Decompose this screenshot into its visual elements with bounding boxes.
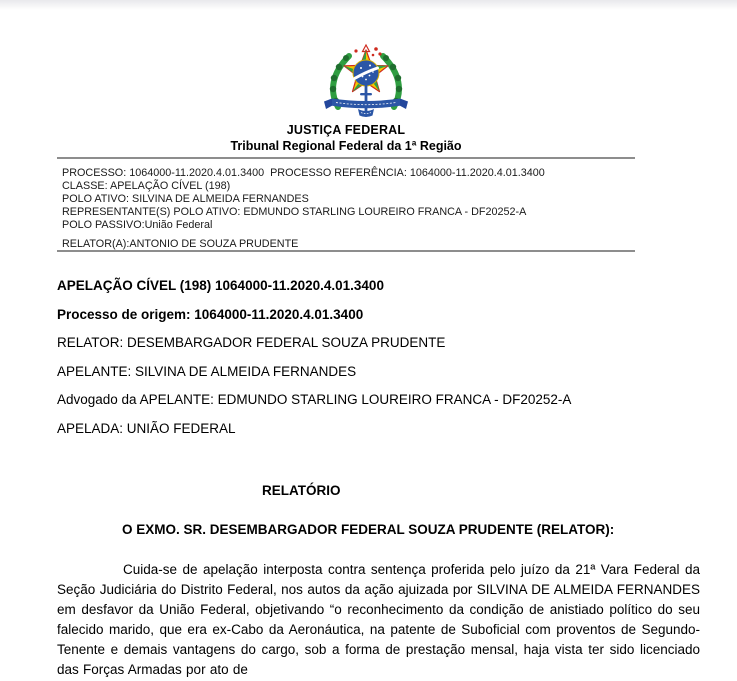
apelada-line: APELADA: UNIÃO FEDERAL — [57, 420, 236, 436]
polo-ativo-line: POLO ATIVO: SILVINA DE ALMEIDA FERNANDES — [62, 192, 309, 205]
divider-bottom — [57, 250, 635, 252]
relator-info: RELATOR: DESEMBARGADOR FEDERAL SOUZA PRUDENTE — [57, 335, 446, 350]
apelante-line: APELANTE: SILVINA DE ALMEIDA FERNANDES — [57, 363, 357, 379]
report-paragraph: Cuida-se de apelação interposta contra sentença proferida pelo juízo da 21ª Vara Federal da Seção Judiciária do Distrito Federal, nos autos da ação ajuizada por SILVINA DE ALMEIDA FERNANDES em desfavor da União Federal, objetivando “o reconhecimento da condição de anistiado político do seu falecido marido, que era ex-Cabo da Aeronáutica, na patente de Suboficial com proventos de Segundo-Tenente e demais vantagens do cargo, sob a forma de prestação mensal, haja vista ter sido licenciado das Forças Armadas por ato de — [57, 562, 700, 677]
page-top-shadow — [0, 0, 737, 10]
polo-passivo-line: POLO PASSIVO:União Federal — [62, 218, 213, 231]
relator-line: RELATOR(A):ANTONIO DE SOUZA PRUDENTE — [62, 237, 299, 250]
classe-line: CLASSE: APELAÇÃO CÍVEL (198) — [62, 179, 231, 192]
processo-line: PROCESSO: 1064000-11.2020.4.01.3400 PROCESSO REFERÊNCIA: 1064000-11.2020.4.01.3400 — [62, 167, 545, 179]
divider-top — [57, 157, 635, 159]
advogado-line: Advogado da APELANTE: EDMUNDO STARLING LOUREIRO FRANCA - DF20252-A — [57, 392, 572, 407]
report-byline: O EXMO. SR. DESEMBARGADOR FEDERAL SOUZA PRUDENTE (RELATOR): — [122, 522, 615, 537]
court-name: Tribunal Regional Federal da 1ª Região — [230, 139, 462, 153]
org-name: JUSTIÇA FEDERAL — [286, 123, 406, 137]
case-title: APELAÇÃO CÍVEL (198) 1064000-11.2020.4.01.3400 — [57, 278, 384, 293]
report-section-title: RELATÓRIO — [262, 483, 341, 498]
case-header-block — [62, 167, 637, 250]
case-info-block — [57, 272, 700, 443]
brazil-coat-of-arms — [318, 43, 414, 123]
origin-line: Processo de origem: 1064000-11.2020.4.01.3400 — [57, 306, 364, 322]
representante-line: REPRESENTANTE(S) POLO ATIVO: EDMUNDO STARLING LOUREIRO FRANCA - DF20252-A — [62, 205, 527, 218]
